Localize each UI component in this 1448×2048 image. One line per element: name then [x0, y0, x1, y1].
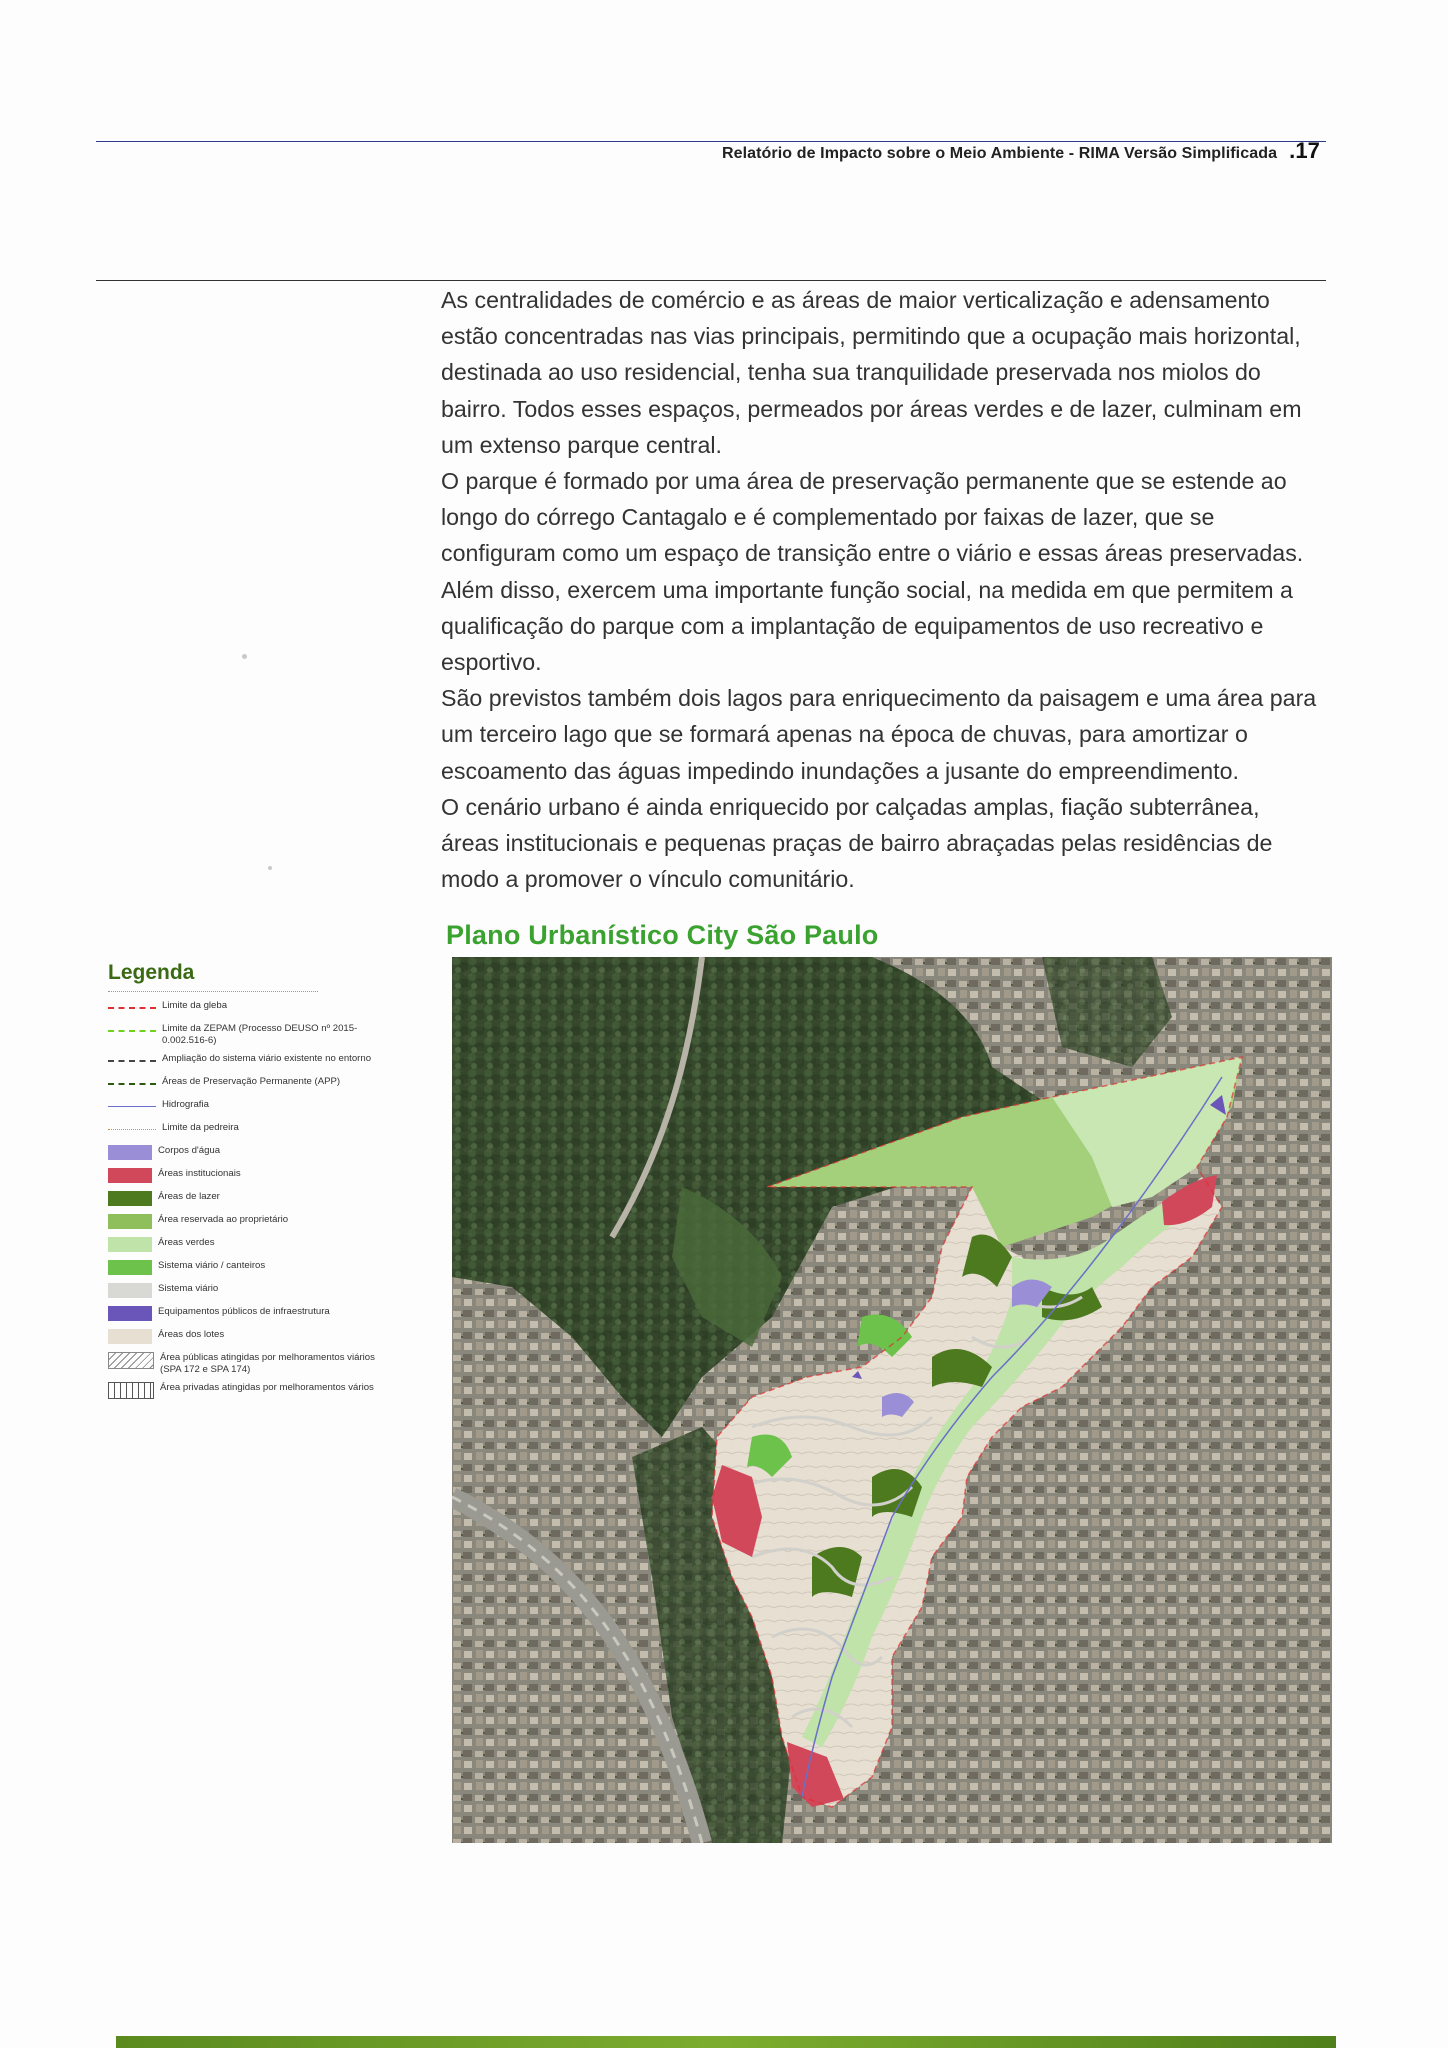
legend-swatch [108, 1122, 156, 1137]
scan-speck [268, 866, 272, 870]
legend-swatch [108, 1099, 156, 1114]
legend-label: Corpos d'água [158, 1145, 221, 1156]
legend [108, 961, 428, 1405]
section-rule [96, 280, 1326, 281]
paragraph: São previstos também dois lagos para enriquecimento da paisagem e uma área para um terceiro lago que se formará apenas na época de chuvas, para amortizar o escoamento das águas impedindo inundações a jusante do empreendimento. [441, 685, 1317, 784]
legend-label: Áreas de Preservação Permanente (APP) [162, 1076, 341, 1087]
legend-item [108, 1076, 428, 1093]
legend-swatch [108, 1053, 156, 1068]
body-text [441, 282, 1323, 897]
legend-label: Sistema viário / canteiros [158, 1260, 266, 1271]
legend-item [108, 1023, 428, 1047]
map-svg [452, 957, 1332, 1843]
legend-swatch [108, 1306, 152, 1321]
legend-swatch [108, 1023, 156, 1038]
legend-title: Legenda [108, 961, 318, 992]
legend-label: Hidrografia [162, 1099, 209, 1110]
legend-item [108, 1283, 428, 1300]
legend-item [108, 1122, 428, 1139]
legend-swatch [108, 1076, 156, 1091]
scan-speck [242, 654, 247, 659]
legend-swatch [108, 1000, 156, 1015]
paragraph: O cenário urbano é ainda enriquecido por calçadas amplas, fiação subterrânea, áreas institucionais e pequenas praças de bairro abraçadas pelas residências de modo a promover o vínculo comunitário. [441, 793, 1273, 893]
running-head [722, 138, 1320, 164]
legend-label: Sistema viário [158, 1283, 219, 1294]
legend-swatch [108, 1382, 154, 1399]
legend-item [108, 1145, 428, 1162]
paragraph: O parque é formado por uma área de preservação permanente que se estende ao longo do córrego Cantagalo e é complementado por faixas de lazer, que se configuram como um espaço de transição entre o viário e essas áreas preservadas. Além disso, exercem uma importante função social, na medida em que permitem a qualificação do parque com a implantação de equipamentos de uso recreativo e esportivo. [441, 468, 1304, 676]
legend-swatch [108, 1260, 152, 1275]
urban-plan-map [452, 957, 1332, 1843]
legend-label: Áreas dos lotes [158, 1329, 225, 1340]
legend-label: Área públicas atingidas por melhoramentos viários (SPA 172 e SPA 174) [160, 1352, 375, 1375]
legend-swatch [108, 1191, 152, 1206]
legend-swatch [108, 1329, 152, 1344]
footer-bar [116, 2036, 1336, 2048]
legend-label: Área privadas atingidas por melhoramentos vários [160, 1382, 374, 1393]
legend-item [108, 1352, 428, 1376]
paragraph: As centralidades de comércio e as áreas de maior verticalização e adensamento estão concentradas nas vias principais, permitindo que a ocupação mais horizontal, destinada ao uso residencial, tenha sua tranquilidade preservada nos miolos do bairro. Todos esses espaços, permeados por áreas verdes e de lazer, culminam em um extenso parque central. [441, 287, 1302, 458]
legend-item [108, 1053, 428, 1070]
legend-swatch [108, 1283, 152, 1298]
legend-swatch [108, 1168, 152, 1183]
legend-item [108, 1191, 428, 1208]
legend-label: Limite da pedreira [162, 1122, 239, 1133]
page-number: .17 [1289, 138, 1320, 163]
legend-item [108, 1260, 428, 1277]
map-title: Plano Urbanístico City São Paulo [446, 920, 879, 950]
legend-label: Áreas institucionais [158, 1168, 241, 1179]
legend-label: Equipamentos públicos de infraestrutura [158, 1306, 330, 1317]
legend-label: Áreas de lazer [158, 1191, 220, 1202]
legend-label: Área reservada ao proprietário [158, 1214, 289, 1225]
legend-label: Áreas verdes [158, 1237, 215, 1248]
legend-label: Ampliação do sistema viário existente no entorno [162, 1053, 372, 1064]
legend-item [108, 1000, 428, 1017]
legend-swatch [108, 1352, 154, 1369]
legend-list [108, 1000, 428, 1399]
legend-item [108, 1099, 428, 1116]
legend-label: Limite da gleba [162, 1000, 228, 1011]
legend-swatch [108, 1145, 152, 1160]
legend-item [108, 1237, 428, 1254]
legend-swatch [108, 1237, 152, 1252]
legend-swatch [108, 1214, 152, 1229]
running-title: Relatório de Impacto sobre o Meio Ambiente - RIMA Versão Simplificada [721, 145, 1278, 162]
legend-item [108, 1168, 428, 1185]
legend-label: Limite da ZEPAM (Processo DEUSO nº 2015-0.002.516-6) [162, 1023, 358, 1046]
legend-item [108, 1214, 428, 1231]
legend-item [108, 1329, 428, 1346]
legend-item [108, 1306, 428, 1323]
legend-item [108, 1382, 428, 1399]
